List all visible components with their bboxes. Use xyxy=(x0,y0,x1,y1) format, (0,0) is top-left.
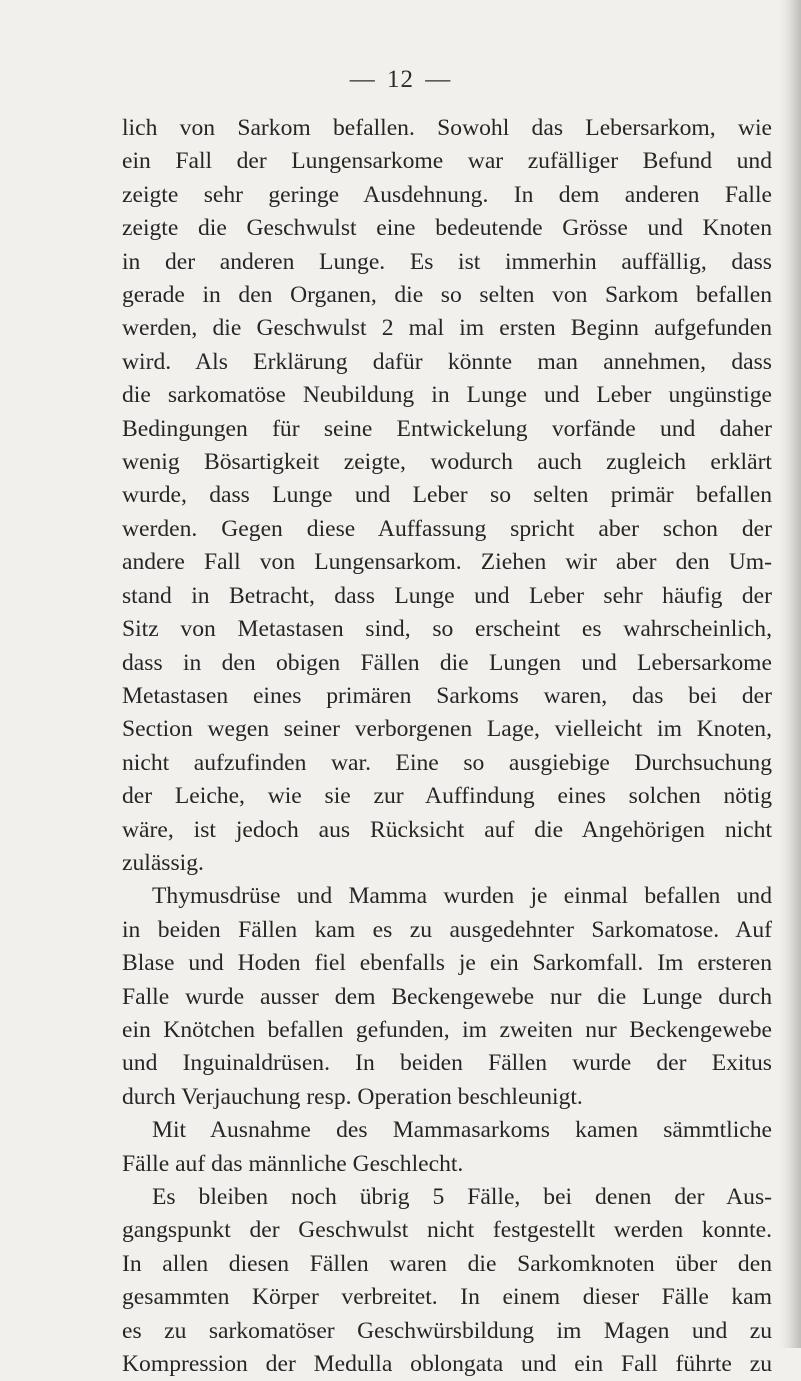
body-text xyxy=(122,112,772,1381)
text-line: wenig Bösartigkeit zeigte, wodurch auch zugleich erklärt xyxy=(122,449,772,476)
text-line: Es bleiben noch übrig 5 Fälle, bei denen der Aus- xyxy=(152,1184,772,1210)
paragraph xyxy=(122,880,772,1114)
text-line: wäre, ist jedoch aus Rücksicht auf die Angehörigen nicht xyxy=(122,816,772,843)
text-line: nicht aufzufinden war. Eine so ausgiebige Durchsuchung xyxy=(122,749,772,776)
text-line: gerade in den Organen, die so selten von Sarkom befallen xyxy=(122,282,772,309)
paragraph xyxy=(122,1114,772,1181)
text-line: zeigte die Geschwulst eine bedeutende Grösse und Knoten xyxy=(122,215,772,242)
text-line: Bedingungen für seine Entwickelung vorfände und daher xyxy=(122,415,772,442)
text-line: wurde, dass Lunge und Leber so selten primär befallen xyxy=(122,482,772,509)
text-line: Fälle auf das männliche Geschlecht. xyxy=(122,1150,464,1177)
text-line: In allen diesen Fällen waren die Sarkomknoten über den xyxy=(122,1250,772,1277)
text-line: der Leiche, wie sie zur Auffindung eines solchen nötig xyxy=(122,783,772,810)
text-line: ein Knötchen befallen gefunden, im zweiten nur Beckengewebe xyxy=(122,1016,772,1043)
text-line: in der anderen Lunge. Es ist immerhin auffällig, dass xyxy=(122,248,772,275)
text-line: andere Fall von Lungensarkom. Ziehen wir aber den Um- xyxy=(122,549,772,576)
text-line: durch Verjauchung resp. Operation beschleunigt. xyxy=(122,1083,583,1110)
text-line: und Inguinaldrüsen. In beiden Fällen wurde der Exitus xyxy=(122,1050,772,1077)
paragraph xyxy=(122,1181,772,1381)
text-line: Falle wurde ausser dem Beckengewebe nur die Lunge durch xyxy=(122,983,772,1010)
text-line: lich von Sarkom befallen. Sowohl das Lebersarkom, wie xyxy=(122,115,772,141)
page-number: — 12 — xyxy=(349,66,452,93)
text-line: Mit Ausnahme des Mammasarkoms kamen sämmtliche xyxy=(152,1117,772,1144)
text-line: gesammten Körper verbreitet. In einem dieser Fälle kam xyxy=(122,1284,772,1311)
text-line: werden, die Geschwulst 2 mal im ersten Beginn aufgefunden xyxy=(122,315,772,342)
text-line: in beiden Fällen kam es zu ausgedehnter Sarkomatose. Auf xyxy=(122,916,772,943)
text-line: zulässig. xyxy=(122,849,204,876)
text-line: zeigte sehr geringe Ausdehnung. In dem anderen Falle xyxy=(122,181,772,208)
text-line: Blase und Hoden fiel ebenfalls je ein Sarkomfall. Im ersteren xyxy=(122,950,772,977)
text-line: die sarkomatöse Neubildung in Lunge und Leber ungünstige xyxy=(122,382,772,409)
text-line: Thymusdrüse und Mamma wurden je einmal befallen und xyxy=(152,883,772,910)
text-line: Kompression der Medulla oblongata und ein Fall führte zu xyxy=(122,1351,772,1378)
paragraph xyxy=(122,112,772,880)
text-line: dass in den obigen Fällen die Lungen und Lebersarkome xyxy=(122,649,772,676)
text-line: Metastasen eines primären Sarkoms waren, das bei der xyxy=(122,682,772,709)
text-line: Sitz von Metastasen sind, so erscheint es wahrscheinlich, xyxy=(122,616,772,643)
page-edge-shadow xyxy=(779,0,801,1348)
text-line: es zu sarkomatöser Geschwürsbildung im Magen und zu xyxy=(122,1317,772,1344)
text-line: ein Fall der Lungensarkome war zufälliger Befund und xyxy=(122,148,772,175)
text-line: stand in Betracht, dass Lunge und Leber sehr häufig der xyxy=(122,582,772,609)
text-line: Section wegen seiner verborgenen Lage, vielleicht im Knoten, xyxy=(122,716,772,743)
text-line: gangspunkt der Geschwulst nicht festgestellt werden konnte. xyxy=(122,1217,772,1244)
text-line: wird. Als Erklärung dafür könnte man annehmen, dass xyxy=(122,348,772,375)
text-line: werden. Gegen diese Auffassung spricht aber schon der xyxy=(122,515,772,542)
